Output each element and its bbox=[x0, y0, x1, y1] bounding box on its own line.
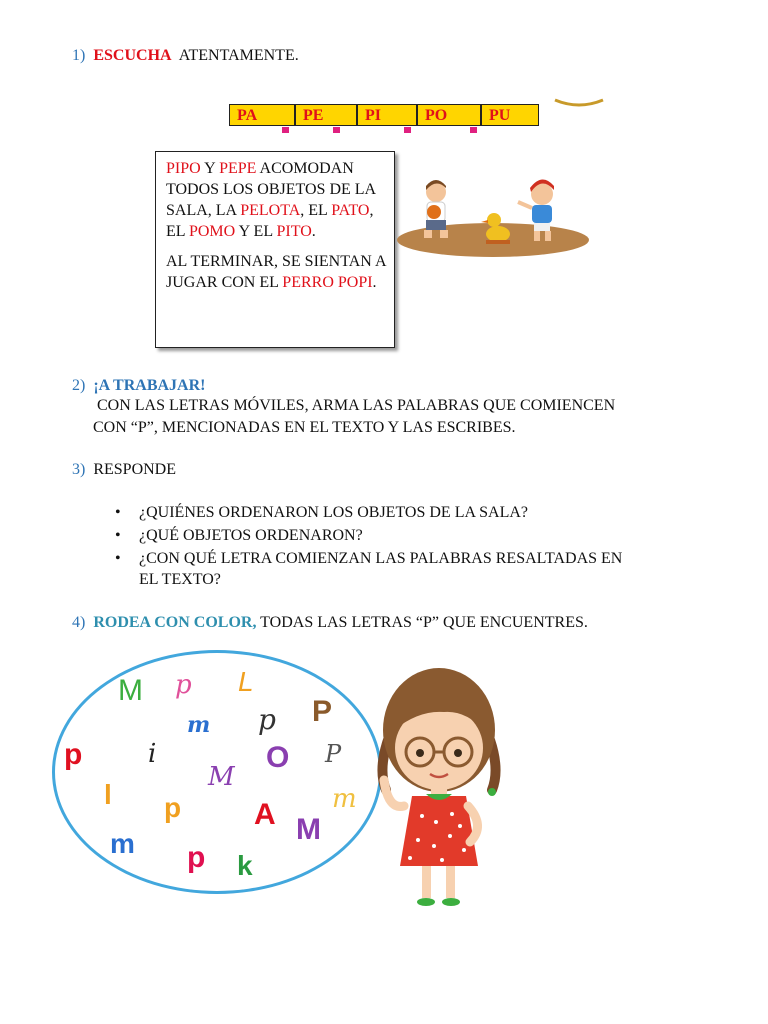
bullet-icon: • bbox=[115, 527, 121, 544]
highlight-word: PERRO POPI bbox=[282, 274, 373, 291]
decor-mark bbox=[282, 127, 289, 133]
syllable-pa: PA bbox=[229, 104, 295, 126]
girl-illustration bbox=[374, 660, 504, 908]
letter[interactable]: M bbox=[118, 674, 143, 707]
section-highlight: ESCUCHA bbox=[93, 47, 172, 64]
letter[interactable]: A bbox=[254, 798, 276, 831]
letter[interactable]: m bbox=[332, 784, 357, 814]
story-text: . bbox=[311, 223, 316, 240]
questions-list bbox=[113, 502, 733, 592]
list-item bbox=[113, 525, 733, 546]
list-item bbox=[113, 548, 733, 569]
story-text: . bbox=[372, 274, 377, 291]
question-text: EL TEXTO? bbox=[139, 571, 221, 588]
decor-mark bbox=[404, 127, 411, 133]
section-title: ¡A TRABAJAR! bbox=[93, 377, 206, 394]
section-3-heading bbox=[72, 459, 176, 480]
section-2-heading bbox=[72, 375, 205, 396]
section-4-heading bbox=[72, 612, 588, 633]
letter[interactable]: P bbox=[312, 695, 333, 728]
section-number: 4) bbox=[72, 614, 86, 631]
list-item-continuation bbox=[113, 569, 733, 590]
letter[interactable]: i bbox=[148, 739, 157, 769]
letters-oval bbox=[52, 650, 382, 894]
story-text: Y bbox=[200, 160, 220, 177]
kids-playing-illustration bbox=[396, 176, 591, 258]
letter[interactable]: l bbox=[104, 779, 112, 810]
decor-mark bbox=[470, 127, 477, 133]
highlight-word: PELOTA bbox=[240, 202, 301, 219]
section-text: ATENTAMENTE. bbox=[178, 47, 299, 64]
story-paragraph-1 bbox=[166, 158, 386, 242]
bullet-icon: • bbox=[115, 504, 121, 521]
story-text: , EL bbox=[300, 202, 332, 219]
section-title: RESPONDE bbox=[93, 461, 177, 478]
question-text: ¿CON QUÉ LETRA COMIENZAN LAS PALABRAS RESALTADAS EN bbox=[139, 550, 623, 567]
highlight-word: PATO bbox=[331, 202, 370, 219]
highlight-word: PITO bbox=[276, 223, 312, 240]
bullet-icon: • bbox=[115, 550, 121, 567]
section-highlight: RODEA CON COLOR, bbox=[93, 614, 257, 631]
letter[interactable]: O bbox=[266, 741, 290, 774]
syllable-po: PO bbox=[417, 104, 481, 126]
section-number: 2) bbox=[72, 377, 86, 394]
story-text: AL TERMINAR, SE SIENTAN A JUGAR CON EL bbox=[166, 253, 386, 291]
highlight-word: PEPE bbox=[219, 160, 257, 177]
section-2-line-1: CON LAS LETRAS MÓVILES, ARMA LAS PALABRAS QUE COMIENCEN bbox=[97, 397, 616, 414]
letter[interactable]: p bbox=[175, 670, 192, 700]
section-number: 1) bbox=[72, 47, 86, 64]
logo-fragment-icon bbox=[553, 96, 605, 110]
question-text: ¿QUÉ OBJETOS ORDENARON? bbox=[139, 527, 363, 544]
section-1-heading bbox=[72, 45, 299, 66]
letter[interactable]: m bbox=[187, 712, 211, 738]
syllable-pi: PI bbox=[357, 104, 417, 126]
story-paragraph-2 bbox=[166, 251, 386, 293]
syllable-pu: PU bbox=[481, 104, 539, 126]
letter[interactable]: P bbox=[325, 740, 342, 768]
syllable-pe: PE bbox=[295, 104, 357, 126]
story-text: Y EL bbox=[235, 223, 277, 240]
decor-mark bbox=[333, 127, 340, 133]
highlight-word: PIPO bbox=[166, 160, 201, 177]
letter[interactable]: p bbox=[258, 703, 276, 736]
letter[interactable]: M bbox=[208, 762, 235, 792]
letter[interactable]: p bbox=[187, 841, 206, 874]
letter[interactable]: m bbox=[110, 828, 135, 859]
section-text: TODAS LAS LETRAS “P” QUE ENCUENTRES. bbox=[260, 614, 588, 631]
syllable-strip bbox=[229, 104, 539, 128]
letter[interactable]: k bbox=[237, 850, 253, 881]
story-box bbox=[155, 151, 395, 348]
section-number: 3) bbox=[72, 461, 86, 478]
letter[interactable]: L bbox=[238, 666, 254, 697]
highlight-word: POMO bbox=[188, 223, 236, 240]
letter[interactable]: p bbox=[164, 792, 182, 823]
story-text: ACOMODAN TODOS LOS OBJETOS DE LA SALA, LA bbox=[166, 160, 376, 219]
story-text: , EL bbox=[166, 202, 374, 240]
list-item bbox=[113, 502, 733, 523]
letter[interactable]: p bbox=[64, 738, 83, 771]
letter[interactable]: M bbox=[296, 813, 321, 846]
question-text: ¿QUIÉNES ORDENARON LOS OBJETOS DE LA SALA? bbox=[139, 504, 529, 521]
section-2-line-2: CON “P”, MENCIONADAS EN EL TEXTO Y LAS ESCRIBES. bbox=[93, 419, 516, 436]
